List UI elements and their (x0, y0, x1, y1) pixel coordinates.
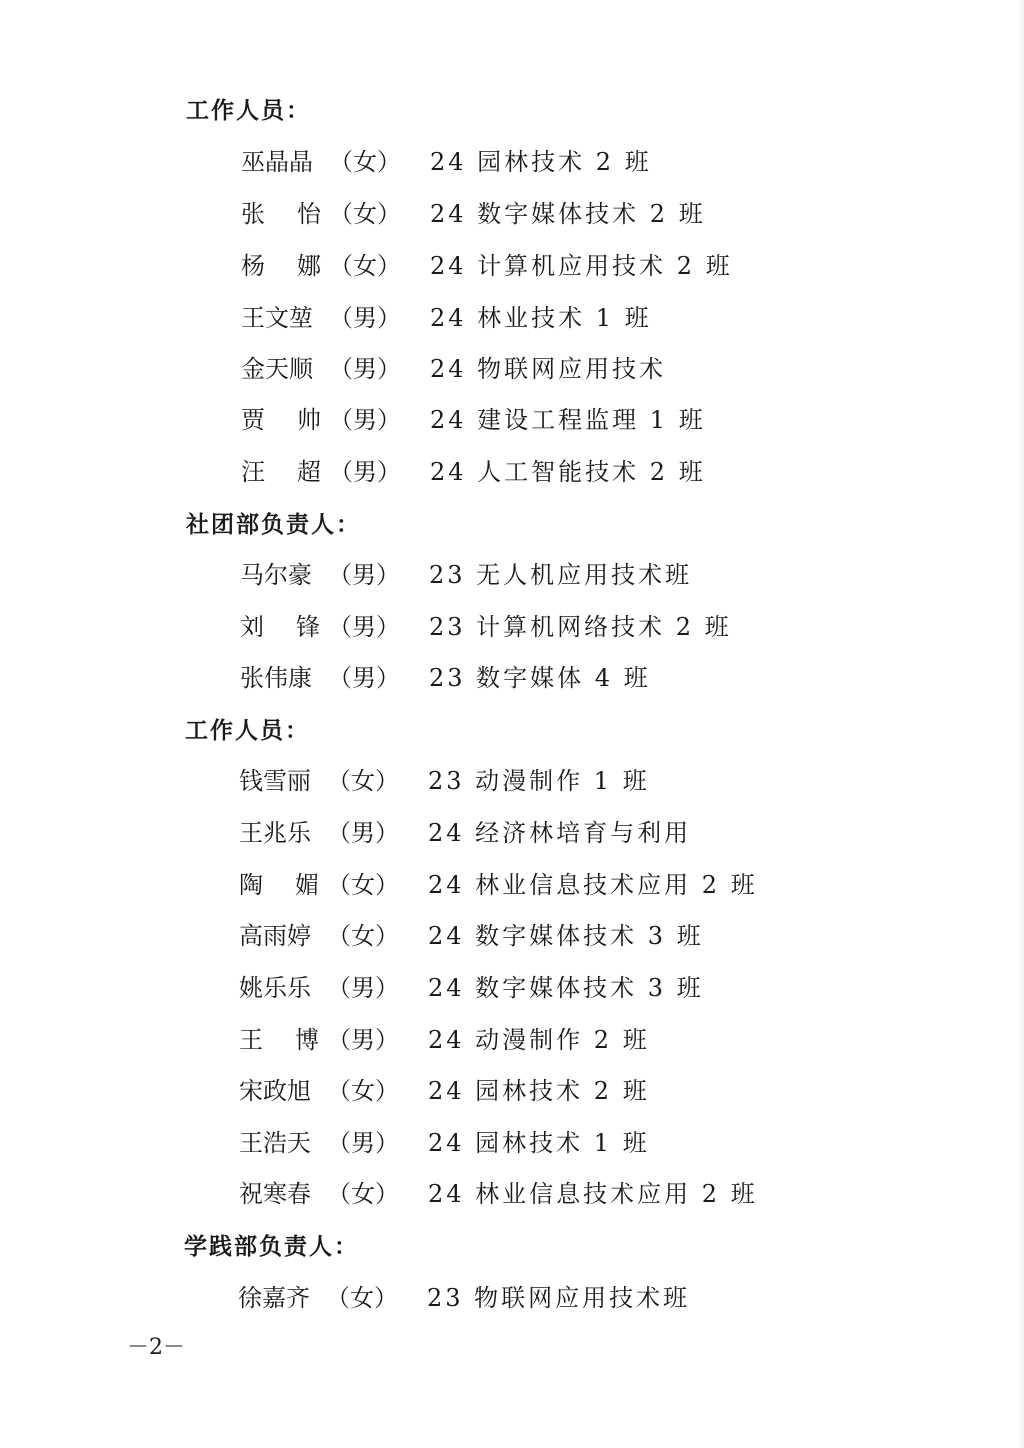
member-gender: （男） (328, 664, 400, 692)
member-class: 24 林业信息技术应用 2 班 (428, 871, 758, 899)
member-class: 24 数字媒体技术 3 班 (428, 974, 704, 1002)
member-row (0, 454, 1024, 490)
section-heading: 学践部负责人： (184, 1234, 359, 1260)
member-row (0, 867, 1024, 903)
member-name: 宋政旭 (239, 1077, 311, 1105)
member-class: 23 计算机网络技术 2 班 (429, 613, 732, 641)
member-class: 24 人工智能技术 2 班 (430, 458, 706, 486)
scan-edge (1018, 0, 1024, 1448)
member-name: 张伟康 (240, 664, 312, 692)
member-gender: （女） (329, 148, 401, 176)
member-name: 张 怡 (241, 200, 321, 228)
member-name: 祝寒春 (239, 1180, 311, 1208)
member-name: 王兆乐 (239, 819, 311, 847)
member-name: 汪 超 (241, 458, 321, 486)
member-class: 23 数字媒体 4 班 (429, 664, 651, 692)
member-class: 23 无人机应用技术班 (429, 561, 693, 589)
member-row (0, 815, 1024, 851)
member-name: 贾 帅 (241, 406, 321, 434)
member-name: 王文堃 (241, 304, 313, 332)
member-class: 24 数字媒体技术 3 班 (428, 922, 704, 950)
member-class: 23 动漫制作 1 班 (428, 767, 650, 795)
member-name: 陶 媚 (239, 871, 319, 899)
member-row (0, 248, 1024, 284)
member-gender: （女） (329, 200, 401, 228)
member-row (0, 196, 1024, 232)
member-row (0, 300, 1024, 336)
member-row (0, 144, 1024, 180)
member-class: 24 园林技术 2 班 (430, 148, 652, 176)
member-gender: （女） (327, 871, 399, 899)
page-number: －2－ (127, 1335, 185, 1360)
member-row (0, 557, 1024, 593)
member-name: 金天顺 (241, 355, 313, 383)
member-gender: （男） (327, 1026, 399, 1054)
member-row (0, 970, 1024, 1006)
member-row (0, 609, 1024, 645)
member-gender: （女） (327, 1077, 399, 1105)
member-gender: （男） (329, 458, 401, 486)
member-class: 23 物联网应用技术班 (427, 1284, 691, 1312)
member-name: 杨 娜 (241, 252, 321, 280)
member-name: 王浩天 (239, 1129, 311, 1157)
member-gender: （女） (327, 767, 399, 795)
member-gender: （男） (328, 561, 400, 589)
member-row (0, 918, 1024, 954)
member-name: 姚乐乐 (239, 974, 311, 1002)
member-name: 王 博 (239, 1026, 319, 1054)
member-class: 24 动漫制作 2 班 (428, 1026, 650, 1054)
member-gender: （男） (328, 613, 400, 641)
member-name: 徐嘉齐 (238, 1284, 310, 1312)
section-heading: 工作人员： (186, 98, 311, 124)
member-class: 24 园林技术 2 班 (428, 1077, 650, 1105)
member-gender: （男） (329, 355, 401, 383)
member-gender: （女） (327, 922, 399, 950)
member-row (0, 660, 1024, 696)
member-row (0, 1125, 1024, 1161)
member-row (0, 1176, 1024, 1212)
member-class: 24 林业技术 1 班 (430, 304, 652, 332)
member-name: 高雨婷 (239, 922, 311, 950)
member-class: 24 经济林培育与利用 (428, 819, 692, 847)
member-row (0, 763, 1024, 799)
member-row (0, 1022, 1024, 1058)
member-class: 24 计算机应用技术 2 班 (430, 252, 733, 280)
member-gender: （男） (327, 819, 399, 847)
member-class: 24 物联网应用技术 (430, 355, 667, 383)
member-name: 马尔豪 (240, 561, 312, 589)
member-gender: （男） (329, 406, 401, 434)
member-gender: （男） (329, 304, 401, 332)
member-class: 24 林业信息技术应用 2 班 (428, 1180, 758, 1208)
member-class: 24 数字媒体技术 2 班 (430, 200, 706, 228)
section-heading: 社团部负责人： (186, 512, 361, 538)
member-class: 24 园林技术 1 班 (428, 1129, 650, 1157)
member-gender: （男） (327, 1129, 399, 1157)
member-row (0, 1280, 1024, 1316)
member-name: 刘 锋 (240, 613, 320, 641)
section-heading: 工作人员： (185, 718, 310, 744)
member-gender: （女） (329, 252, 401, 280)
member-gender: （女） (326, 1284, 398, 1312)
member-gender: （男） (327, 974, 399, 1002)
member-class: 24 建设工程监理 1 班 (430, 406, 706, 434)
member-name: 钱雪丽 (239, 767, 311, 795)
member-row (0, 1073, 1024, 1109)
member-row (0, 351, 1024, 387)
member-name: 巫晶晶 (241, 148, 313, 176)
member-row (0, 402, 1024, 438)
member-gender: （女） (327, 1180, 399, 1208)
